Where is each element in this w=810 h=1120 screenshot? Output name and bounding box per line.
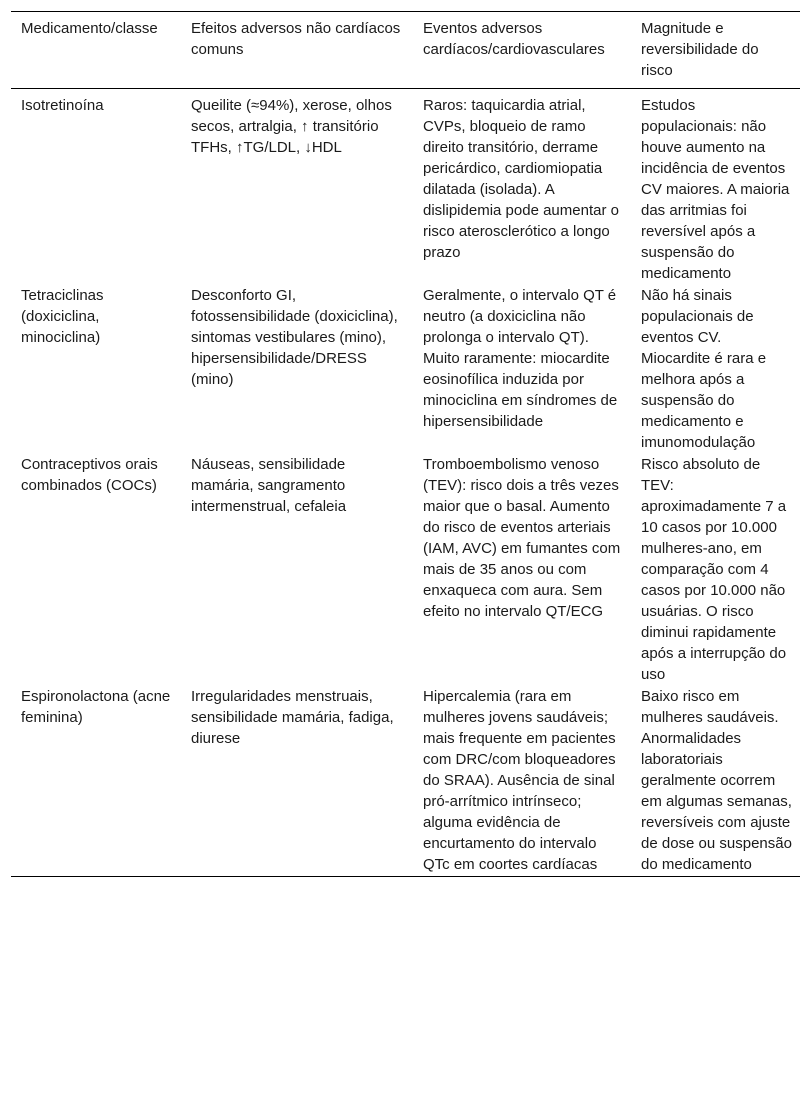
- table-row-combined-oral-contraceptives: [11, 454, 800, 686]
- header-medication-class: Medicamento/classe: [21, 20, 158, 37]
- table-header: [11, 12, 800, 89]
- cell-cardiac-events: Geralmente, o intervalo QT é neutro (a doxiciclina não prolonga o intervalo QT). Muito raramente: miocardite eosinofílica induzida por minociclina em síndromes de hipersensibilidade: [423, 287, 618, 430]
- adverse-effects-table-container: [11, 11, 800, 877]
- cell-cardiac-events: Tromboembolismo venoso (TEV): risco dois a três vezes maior que o basal. Aumento do risco de eventos arteriais (IAM, AVC) em fumantes com mais de 35 anos ou com enxaqueca com aura. Sem efeito no intervalo QT/ECG: [423, 456, 621, 620]
- cell-risk-magnitude: Baixo risco em mulheres saudáveis. Anormalidades laboratoriais geralmente ocorrem em algumas semanas, reversíveis com ajuste de dose ou suspensão do medicamento: [641, 688, 792, 873]
- cell-risk-magnitude: Risco absoluto de TEV: aproximadamente 7 a 10 casos por 10.000 mulheres-ano, em comparação com 4 casos por 10.000 não usuárias. O risco diminui rapidamente após a interrupção do uso: [641, 456, 787, 683]
- cell-medication: Tetraciclinas (doxiciclina, minociclina): [21, 287, 104, 346]
- table-row-spironolactone: [11, 686, 800, 877]
- table-row-tetracyclines: [11, 285, 800, 454]
- cell-non-cardiac-effects: Irregularidades menstruais, sensibilidade mamária, fadiga, diurese: [191, 688, 394, 747]
- cell-medication: Espironolactona (acne feminina): [21, 688, 171, 726]
- cell-non-cardiac-effects: Náuseas, sensibilidade mamária, sangramento intermenstrual, cefaleia: [191, 456, 347, 515]
- cell-non-cardiac-effects: Desconforto GI, fotossensibilidade (doxiciclina), sintomas vestibulares (mino), hipersensibilidade/DRESS (mino): [191, 287, 398, 388]
- cell-cardiac-events: Raros: taquicardia atrial, CVPs, bloqueio de ramo direito transitório, derrame pericárdico, cardiomiopatia dilatada (isolada). A dislipidemia pode aumentar o risco aterosclerótico a longo prazo: [423, 97, 619, 261]
- cell-risk-magnitude: Não há sinais populacionais de eventos CV. Miocardite é rara e melhora após a suspensão do medicamento e imunomodulação: [641, 287, 767, 451]
- header-non-cardiac-effects: Efeitos adversos não cardíacos comuns: [191, 20, 401, 58]
- header-cardiac-events: Eventos adversos cardíacos/cardiovasculares: [423, 20, 605, 58]
- table-row-isotretinoin: [11, 89, 800, 286]
- cell-cardiac-events: Hipercalemia (rara em mulheres jovens saudáveis; mais frequente em pacientes com DRC/com bloqueadores do SRAA). Ausência de sinal pró-arrítmico intrínseco; alguma evidência de encurtamento do intervalo QTc em coortes cardíacas: [423, 688, 616, 873]
- cell-risk-magnitude: Estudos populacionais: não houve aumento na incidência de eventos CV maiores. A maioria das arritmias foi reversível após a suspensão do medicamento: [641, 97, 790, 282]
- cell-medication: Isotretinoína: [21, 97, 104, 114]
- table-body: [11, 89, 800, 877]
- cell-non-cardiac-effects: Queilite (≈94%), xerose, olhos secos, artralgia, ↑ transitório TFHs, ↑TG/LDL, ↓HDL: [191, 97, 392, 156]
- header-risk-magnitude: Magnitude e reversibilidade do risco: [641, 20, 759, 79]
- adverse-effects-table: [11, 11, 800, 877]
- cell-medication: Contraceptivos orais combinados (COCs): [21, 456, 158, 494]
- header-row: [11, 12, 800, 89]
